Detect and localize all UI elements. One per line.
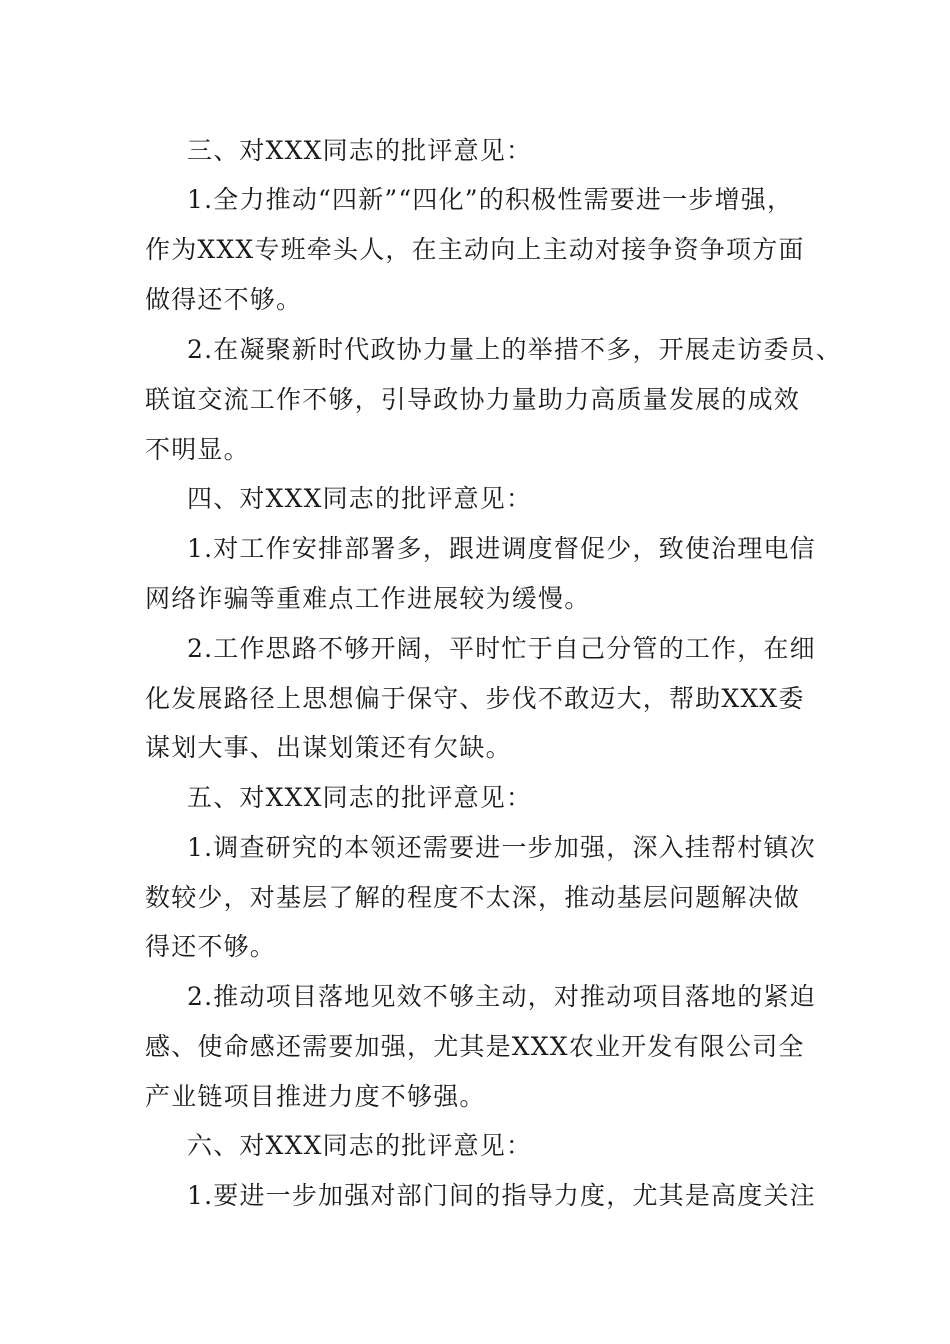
paragraph-line: 谋划大事、出谋划策还有欠缺。 — [145, 733, 512, 762]
paragraph-line: 产业链项目推进力度不够强。 — [145, 1082, 486, 1111]
paragraph-line: 不明显。 — [145, 435, 250, 464]
paragraph-line: 1.要进一步加强对部门间的指导力度，尤其是高度关注 — [187, 1181, 816, 1210]
paragraph-line: 1.对工作安排部署多，跟进调度督促少，致使治理电信 — [187, 534, 816, 563]
paragraph-line: 1.调查研究的本领还需要进一步加强，深入挂帮村镇次 — [187, 833, 816, 862]
paragraph-line: 得还不够。 — [145, 932, 277, 961]
section-heading-6: 六、对XXX同志的批评意见： — [187, 1131, 533, 1160]
paragraph-line: 2.工作思路不够开阔，平时忙于自己分管的工作，在细 — [187, 634, 816, 663]
paragraph-line: 做得还不够。 — [145, 285, 303, 314]
paragraph-line: 2.在凝聚新时代政协力量上的举措不多，开展走访委员、 — [187, 335, 843, 364]
paragraph-line: 1.全力推动“四新”“四化”的积极性需要进一步增强， — [187, 185, 794, 214]
paragraph-line: 感、使命感还需要加强，尤其是XXX农业开发有限公司全 — [145, 1032, 805, 1061]
paragraph-line: 化发展路径上思想偏于保守、步伐不敢迈大，帮助XXX委 — [145, 684, 805, 713]
paragraph-line: 作为XXX专班牵头人，在主动向上主动对接争资争项方面 — [145, 235, 805, 264]
paragraph-line: 网络诈骗等重难点工作进展较为缓慢。 — [145, 584, 591, 613]
section-heading-4: 四、对XXX同志的批评意见： — [187, 484, 533, 513]
paragraph-line: 数较少，对基层了解的程度不太深，推动基层问题解决做 — [145, 883, 801, 912]
paragraph-line: 2.推动项目落地见效不够主动，对推动项目落地的紧迫 — [187, 982, 816, 1011]
section-heading-3: 三、对XXX同志的批评意见： — [187, 136, 533, 165]
paragraph-line: 联谊交流工作不够，引导政协力量助力高质量发展的成效 — [145, 385, 801, 414]
section-heading-5: 五、对XXX同志的批评意见： — [187, 783, 533, 812]
